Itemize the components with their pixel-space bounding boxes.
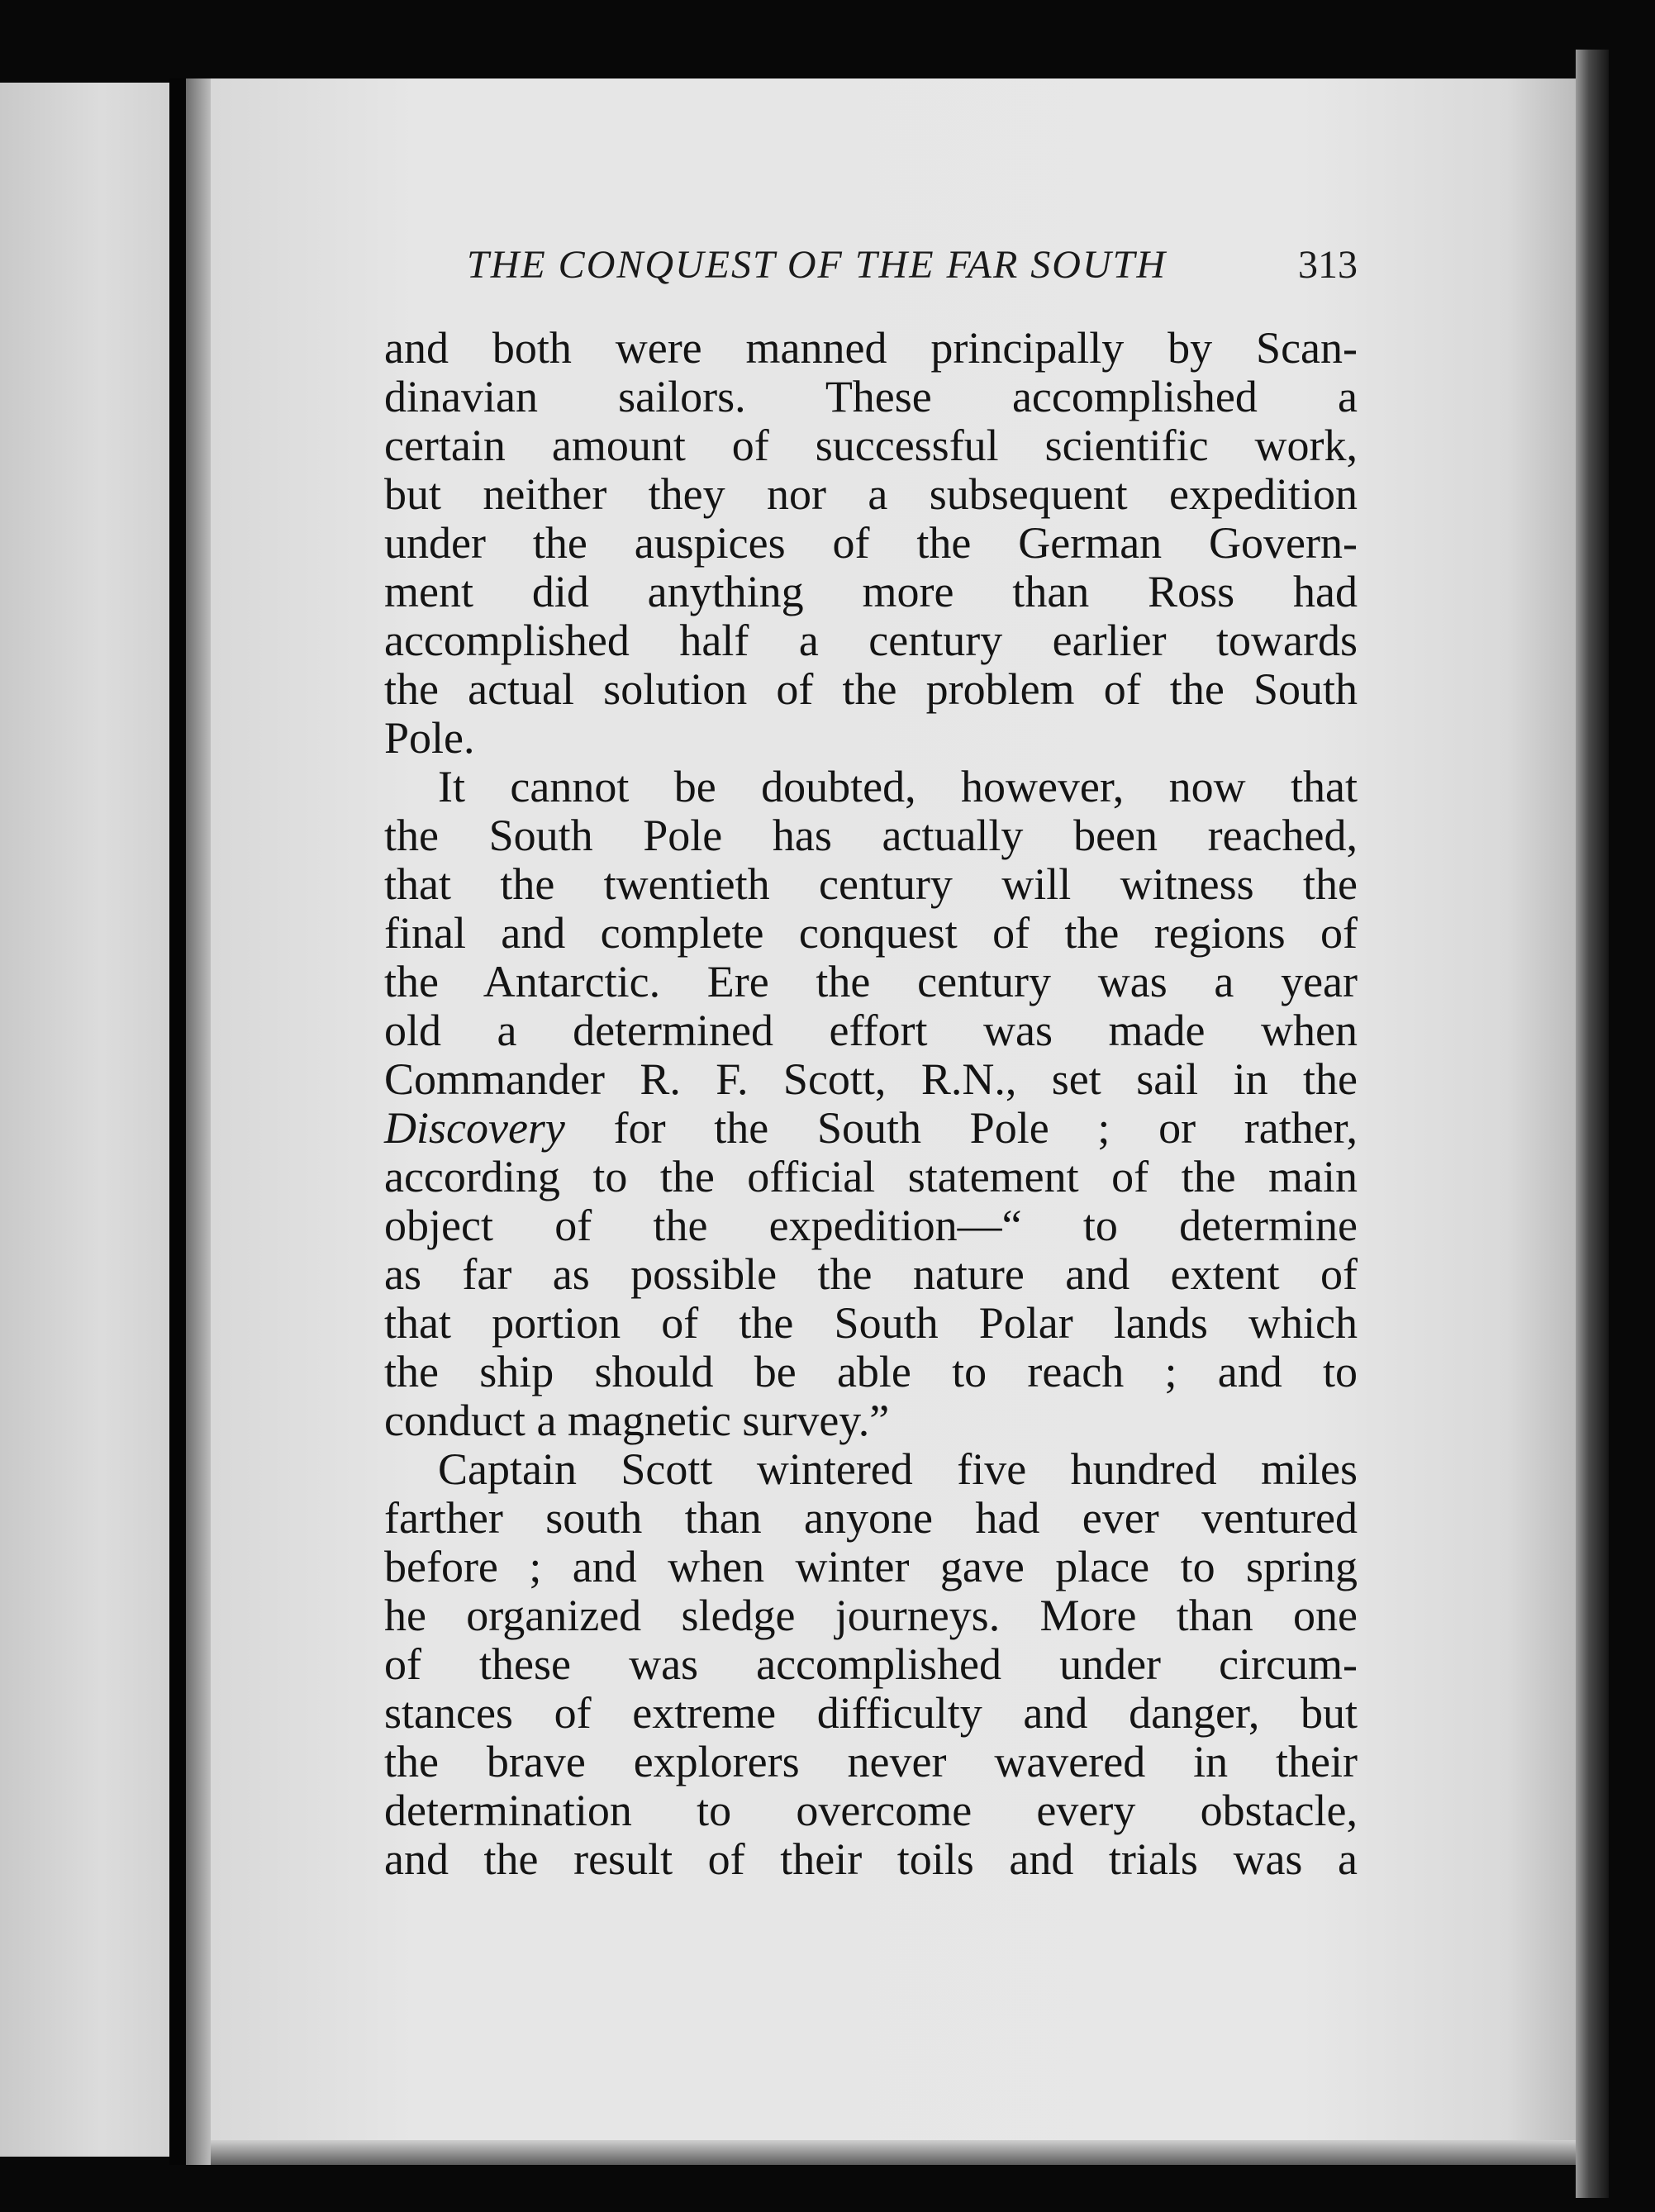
page-right-edge: [1576, 50, 1609, 2198]
facing-page-edge: [0, 83, 169, 2157]
text-line: Pole.: [384, 713, 475, 763]
text-line: that the twentieth century will witness the: [384, 859, 1358, 909]
paragraph-start-line: It cannot be doubted, however, now that: [438, 762, 1358, 811]
paragraph-start-line: Captain Scott wintered five hundred miles: [438, 1444, 1358, 1494]
text-line: as far as possible the nature and extent of: [384, 1249, 1358, 1299]
text-line: the Antarctic. Ere the century was a year: [384, 957, 1358, 1006]
text-line: that portion of the South Polar lands which: [384, 1298, 1358, 1348]
text-line: conduct a magnetic survey.”: [384, 1396, 890, 1445]
text-line: accomplished half a century earlier towards: [384, 616, 1358, 665]
text-line: [384, 1104, 1358, 1153]
text-line: the South Pole has actually been reached,: [384, 811, 1358, 860]
text-line: but neither they nor a subsequent expedition: [384, 469, 1358, 519]
running-title: THE CONQUEST OF THE FAR SOUTH: [467, 243, 1167, 287]
text-line: and the result of their toils and trials was a: [384, 1834, 1358, 1884]
text-line: under the auspices of the German Govern-: [384, 518, 1358, 568]
text-line: dinavian sailors. These accomplished a: [384, 372, 1358, 421]
text-line: ment did anything more than Ross had: [384, 567, 1358, 616]
gutter-shadow: [186, 78, 211, 2165]
text-line: determination to overcome every obstacle,: [384, 1786, 1358, 1835]
text-line: stances of extreme difficulty and danger, but: [384, 1688, 1358, 1738]
body-text: [384, 324, 1358, 1884]
page-bottom-edge: [211, 2140, 1576, 2165]
text-line: the actual solution of the problem of the South: [384, 664, 1358, 714]
text-line: the brave explorers never wavered in their: [384, 1737, 1358, 1786]
book-gutter: [169, 78, 186, 2165]
text-line: Commander R. F. Scott, R.N., set sail in the: [384, 1054, 1358, 1104]
text-line: certain amount of successful scientific work,: [384, 421, 1358, 470]
text-line: according to the official statement of the main: [384, 1152, 1358, 1201]
text-line: and both were manned principally by Scan-: [384, 323, 1358, 373]
running-head: [467, 236, 1358, 294]
text-line: final and complete conquest of the regions of: [384, 908, 1358, 958]
page-number: 313: [1298, 243, 1358, 287]
ship-name: Discovery: [384, 1103, 565, 1153]
text-line: farther south than anyone had ever ventured: [384, 1493, 1358, 1543]
text-line: old a determined effort was made when: [384, 1006, 1358, 1055]
text-line: he organized sledge journeys. More than one: [384, 1591, 1358, 1640]
text-line: object of the expedition—“ to determine: [384, 1201, 1358, 1250]
text-line: before ; and when winter gave place to spring: [384, 1542, 1358, 1591]
text-line: of these was accomplished under circum-: [384, 1639, 1358, 1689]
text-line-rest: for the South Pole ; or rather,: [564, 1103, 1358, 1153]
text-line: the ship should be able to reach ; and to: [384, 1347, 1358, 1396]
